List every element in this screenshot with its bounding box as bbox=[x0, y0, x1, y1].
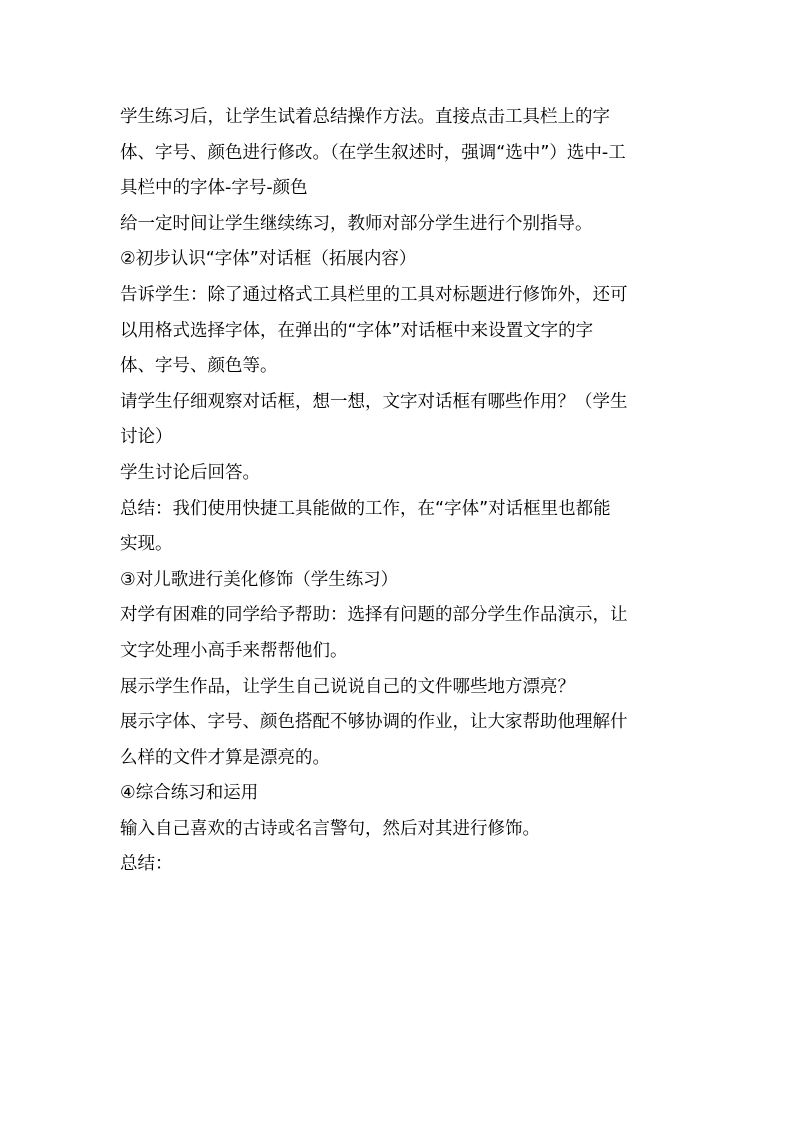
text-line: 给一定时间让学生继续练习，教师对部分学生进行个别指导。 bbox=[120, 213, 593, 234]
text-line: 学生讨论后回答。 bbox=[120, 462, 260, 483]
text-line: 展示字体、字号、颜色搭配不够协调的作业，让大家帮助他理解什 bbox=[120, 712, 628, 733]
text-line: 请学生仔细观察对话框，想一想，文字对话框有哪些作用？（学生 bbox=[120, 391, 628, 412]
text-line: 讨论） bbox=[120, 427, 173, 448]
text-line: 对学有困难的同学给予帮助：选择有问题的部分学生作品演示，让 bbox=[120, 605, 628, 626]
text-line: 具栏中的字体-字号-颜色 bbox=[120, 178, 308, 199]
text-line: 学生练习后，让学生试着总结操作方法。直接点击工具栏上的字 bbox=[120, 107, 610, 127]
text-line: 展示学生作品，让学生自己说说自己的文件哪些地方漂亮？ bbox=[120, 676, 575, 697]
text-line: 以用格式选择字体，在弹出的“字体”对话框中来设置文字的字 bbox=[120, 320, 594, 341]
text-line: 实现。 bbox=[120, 534, 173, 555]
document-body bbox=[120, 100, 680, 883]
text-line: 告诉学生：除了通过格式工具栏里的工具对标题进行修饰外，还可 bbox=[120, 284, 628, 305]
text-line: 文字处理小高手来帮帮他们。 bbox=[120, 640, 348, 661]
section-heading: ③对儿歌进行美化修饰（学生练习） bbox=[120, 569, 399, 590]
section-heading: ④综合练习和运用 bbox=[120, 783, 259, 804]
summary-label: 总结： bbox=[120, 854, 173, 875]
text-line: 体、字号、颜色等。 bbox=[120, 356, 278, 377]
text-line: 体、字号、颜色进行修改。（在学生叙述时，强调“选中”）选中-工 bbox=[120, 142, 626, 163]
text-line: 总结：我们使用快捷工具能做的工作，在“字体”对话框里也都能 bbox=[120, 498, 611, 519]
text-line: 么样的文件才算是漂亮的。 bbox=[120, 747, 330, 768]
text-line: 输入自己喜欢的古诗或名言警句，然后对其进行修饰。 bbox=[120, 818, 540, 839]
section-heading: ②初步认识“字体”对话框（拓展内容） bbox=[120, 249, 417, 270]
